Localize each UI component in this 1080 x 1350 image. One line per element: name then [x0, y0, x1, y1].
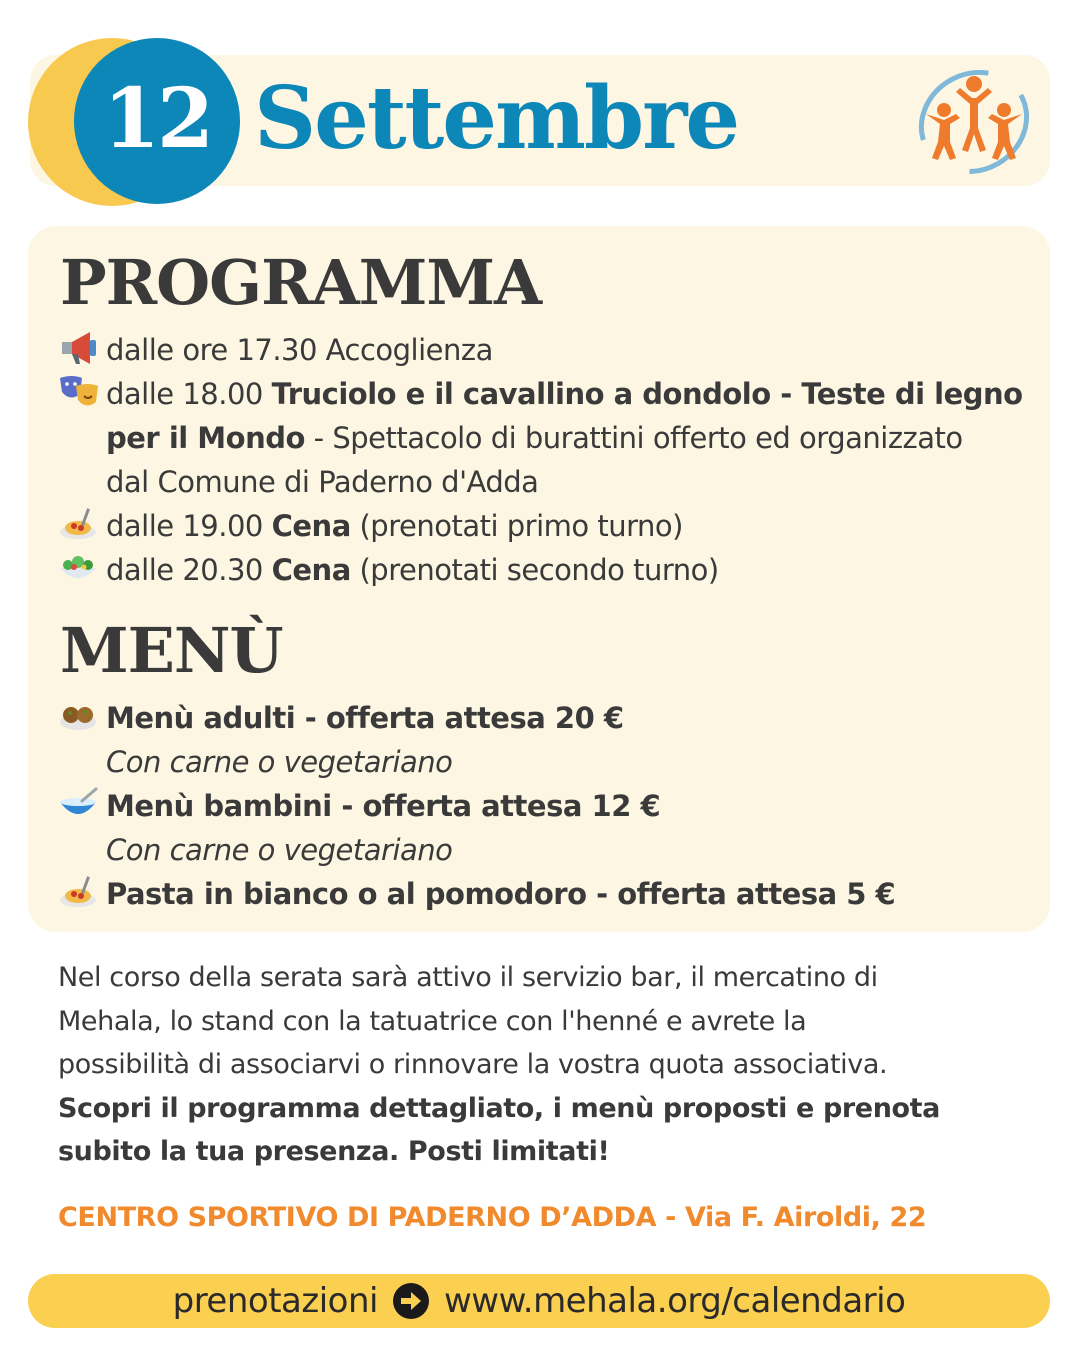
arrow-right-circle-icon [392, 1282, 430, 1320]
falafel-icon [58, 698, 100, 734]
menu-label: Pasta in bianco o al pomodoro - offerta attesa 5 € [106, 877, 896, 911]
info-line: possibilità di associarvi o rinnovare la vostra quota associativa. [58, 1049, 888, 1080]
menu-note: Con carne o vegetariano [106, 745, 453, 779]
show-description: - Spettacolo di burattini offerto ed organizzato [304, 421, 963, 455]
venue-address: CENTRO SPORTIVO DI PADERNO D’ADDA - Via F. Airoldi, 22 [58, 1202, 927, 1233]
info-line: Nel corso della serata sarà attivo il servizio bar, il mercatino di [58, 962, 878, 993]
info-callout: Scopri il programma dettagliato, i menù proposti e prenota [58, 1092, 940, 1124]
programma-title: PROGRAMMA [60, 246, 542, 319]
booking-banner[interactable] [28, 1274, 1050, 1328]
program-text: dalle 20.30 [106, 553, 272, 587]
menu-title: MENÙ [60, 614, 283, 687]
menu-label: Menù bambini - offerta attesa 12 € [106, 789, 661, 823]
show-title-line2: per il Mondo [106, 421, 305, 455]
spaghetti-icon [58, 874, 100, 910]
program-item [58, 504, 683, 548]
program-item [58, 372, 1023, 416]
spaghetti-icon [58, 506, 100, 542]
date-day: 12 [102, 71, 212, 167]
program-text: dalle ore 17.30 Accoglienza [106, 333, 493, 367]
booking-label: prenotazioni [172, 1281, 378, 1321]
people-circle-logo-icon [916, 70, 1032, 174]
booking-url-link[interactable]: www.mehala.org/calendario [443, 1281, 906, 1321]
menu-label: Menù adulti - offerta attesa 20 € [106, 701, 624, 735]
program-item-continuation [106, 416, 963, 460]
info-callout: subito la tua presenza. Posti limitati! [58, 1136, 610, 1167]
date-month: Settembre [254, 68, 739, 169]
menu-item [58, 872, 895, 916]
megaphone-icon [58, 330, 100, 366]
program-bold: Cena [271, 509, 351, 543]
program-item [58, 548, 719, 592]
date-badge [74, 38, 240, 204]
menu-note: Con carne o vegetariano [106, 833, 453, 867]
show-title-line1: Truciolo e il cavallino a dondolo - Teste di legno [271, 377, 1023, 411]
bowl-spoon-icon [58, 786, 100, 822]
program-bold: Cena [271, 553, 351, 587]
program-text: dalle 19.00 [106, 509, 272, 543]
program-item [58, 328, 493, 372]
info-paragraph [58, 956, 1018, 1174]
program-item-continuation [106, 460, 538, 504]
program-suffix: (prenotati secondo turno) [350, 553, 719, 587]
program-text: dalle 18.00 [106, 377, 272, 411]
salad-icon [58, 550, 100, 586]
theater-masks-icon [58, 374, 100, 410]
info-line: Mehala, lo stand con la tatuatrice con l'henné e avrete la [58, 1005, 807, 1037]
show-organizer: dal Comune di Paderno d'Adda [106, 465, 539, 499]
program-suffix: (prenotati primo turno) [350, 509, 683, 543]
menu-item [58, 784, 660, 828]
menu-item [58, 696, 624, 740]
